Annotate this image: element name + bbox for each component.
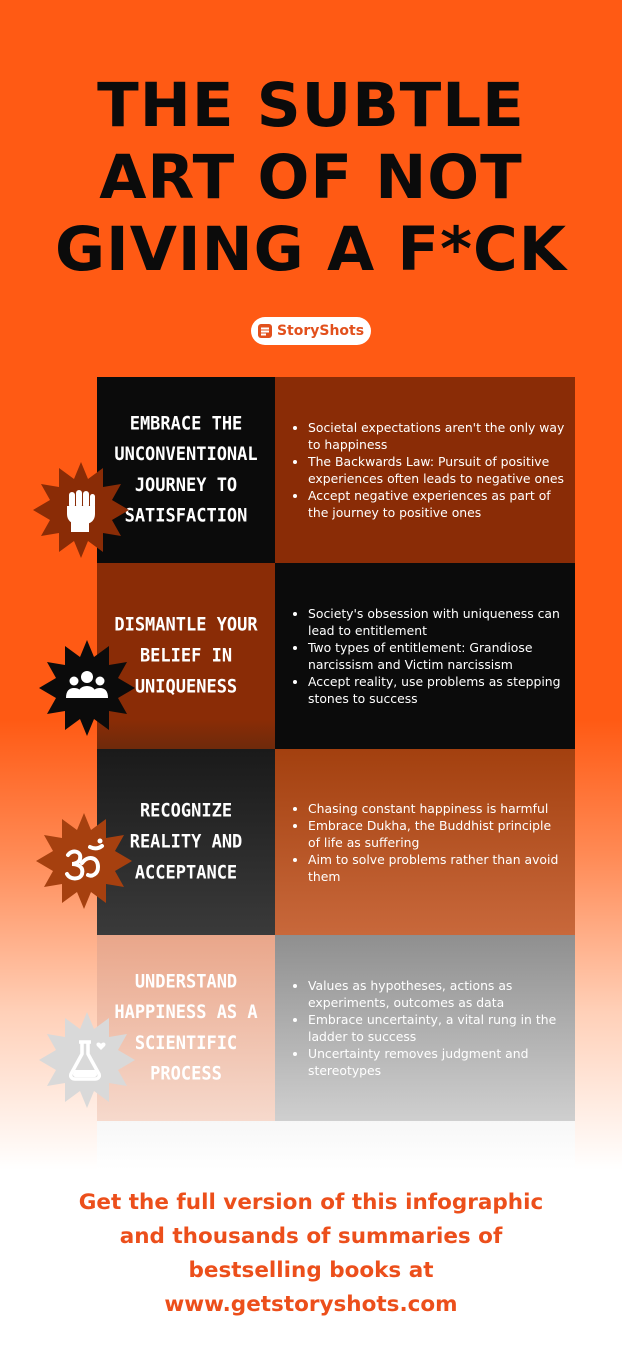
footer-cta: Get the full version of this infographic and thousands of summaries of bestselling books at www.getstoryshots.com [78, 1190, 544, 1317]
section-badge [39, 640, 135, 736]
section-heading: EMBRACE THE UNCONVENTIONAL JOURNEY TO SATISFACTION [114, 412, 258, 528]
section-heading: DISMANTLE YOUR BELIEF IN UNIQUENESS [114, 614, 258, 698]
list-item: • Chasing constant happiness is harmful [308, 800, 565, 817]
list-item: • Embrace Dukha, the Buddhist principle of life as suffering [308, 817, 565, 851]
bullet-list [275, 605, 575, 707]
section-badge [39, 1012, 135, 1108]
storyshots-logo-icon [258, 324, 272, 338]
page-title [0, 70, 622, 286]
list-item: • Embrace uncertainty, a vital rung in the ladder to success [308, 1011, 565, 1045]
section-row [97, 749, 575, 935]
bullet-list [275, 977, 575, 1079]
list-item: • Aim to solve problems rather than avoid them [308, 851, 565, 885]
section-body-cell [275, 935, 575, 1121]
title-line: THE SUBTLE [97, 70, 525, 141]
list-item: • Accept reality, use problems as stepping stones to success [308, 673, 565, 707]
list-item: • Two types of entitlement: Grandiose narcissism and Victim narcissism [308, 639, 565, 673]
bullet-list [275, 800, 575, 885]
section-heading: RECOGNIZE REALITY AND ACCEPTANCE [129, 800, 243, 884]
list-item: • Accept negative experiences as part of the journey to positive ones [308, 487, 565, 521]
fade-row [97, 1121, 575, 1170]
section-row [97, 563, 575, 749]
group-people-icon [63, 664, 111, 712]
raised-fist-icon [57, 486, 105, 534]
title-line: ART OF NOT [99, 142, 523, 213]
flask-heart-icon [63, 1036, 111, 1084]
section-row [97, 935, 575, 1121]
om-symbol-icon [60, 837, 108, 885]
list-item: • The Backwards Law: Pursuit of positive experiences often leads to negative ones [308, 453, 565, 487]
brand-name: StoryShots [276, 323, 365, 339]
section-body-cell [275, 563, 575, 749]
section-heading: UNDERSTAND HAPPINESS AS A SCIENTIFIC PROCESS [114, 970, 258, 1086]
list-item: • Societal expectations aren't the only way to happiness [308, 419, 565, 453]
bullet-list [275, 419, 575, 521]
list-item: • Society's obsession with uniqueness can lead to entitlement [308, 605, 565, 639]
section-badge [36, 813, 132, 909]
list-item: • Uncertainty removes judgment and stereotypes [308, 1045, 565, 1079]
title-line: GIVING A F*CK [54, 214, 568, 285]
list-item: • Values as hypotheses, actions as experiments, outcomes as data [308, 977, 565, 1011]
section-badge [33, 462, 129, 558]
brand-badge[interactable] [251, 317, 371, 345]
section-body-cell [275, 377, 575, 563]
section-row [97, 377, 575, 563]
section-body-cell [275, 749, 575, 935]
